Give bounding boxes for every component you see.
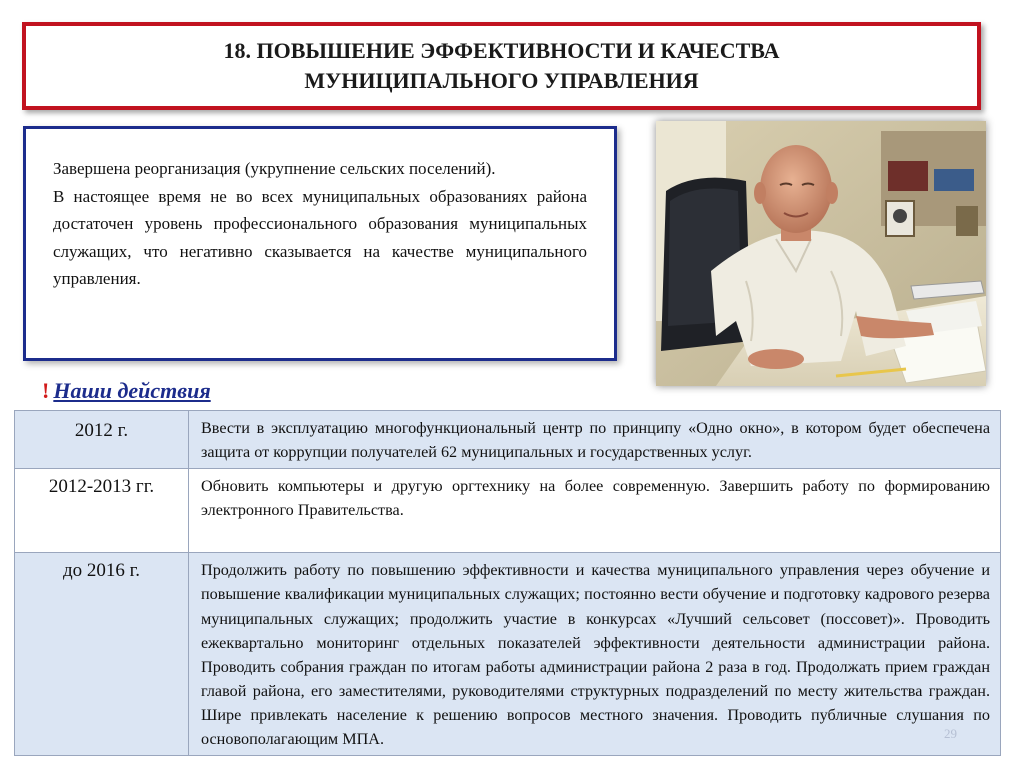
exclamation-mark: ! [42, 378, 50, 403]
our-actions-label: Наши действия [53, 378, 211, 403]
intro-paragraph-2: В настоящее время не во всех муниципальных образованиях района достаточен уровень профессионального образования муниципальных служащих, что негативно сказывается на качестве муниципального управления. [53, 186, 587, 289]
action-cell: Обновить компьютеры и другую оргтехнику на более современную. Завершить работу по формированию электронного Правительства. [189, 469, 1001, 553]
official-photo [656, 121, 986, 386]
period-cell: до 2016 г. [15, 553, 189, 756]
intro-text-box [23, 126, 617, 361]
page-number: 29 [944, 726, 957, 741]
slide-title-line-1: 18. ПОВЫШЕНИЕ ЭФФЕКТИВНОСТИ И КАЧЕСТВА [223, 38, 780, 63]
period-cell: 2012 г. [15, 411, 189, 469]
intro-paragraph-1: Завершена реорганизация (укрупнение сельских поселений). [53, 159, 496, 178]
period-cell: 2012-2013 гг. [15, 469, 189, 553]
slide-title-box [22, 22, 981, 110]
action-plan-table [14, 410, 1001, 756]
table-row [15, 553, 1001, 756]
table-row [15, 411, 1001, 469]
official-photo-illustration [656, 121, 986, 386]
our-actions-heading [42, 378, 211, 404]
slide-title-line-2: МУНИЦИПАЛЬНОГО УПРАВЛЕНИЯ [304, 68, 699, 93]
action-cell: Продолжить работу по повышению эффективности и качества муниципального управления через обучение и повышение квалификации муниципальных служащих; постоянно вести обучение и подготовку кадрового резерва муниципальных служащих; продолжить участие в конкурсах «Лучший сельсовет (поссовет)». Проводить ежеквартально мониторинг отдельных показателей эффективности деятельности администрации района. Проводить собрания граждан по итогам работы администрации района 2 раза в год. Продолжать прием граждан главой района, его заместителями, руководителями структурных подразделений по месту жительства граждан. Шире привлекать население к решению вопросов местного значения. Проводить публичные слушания по основополагающим МПА. [189, 553, 1001, 756]
action-cell: Ввести в эксплуатацию многофункциональный центр по принципу «Одно окно», в котором будет обеспечена защита от коррупции получателей 62 муниципальных и государственных услуг. [189, 411, 1001, 469]
table-row [15, 469, 1001, 553]
